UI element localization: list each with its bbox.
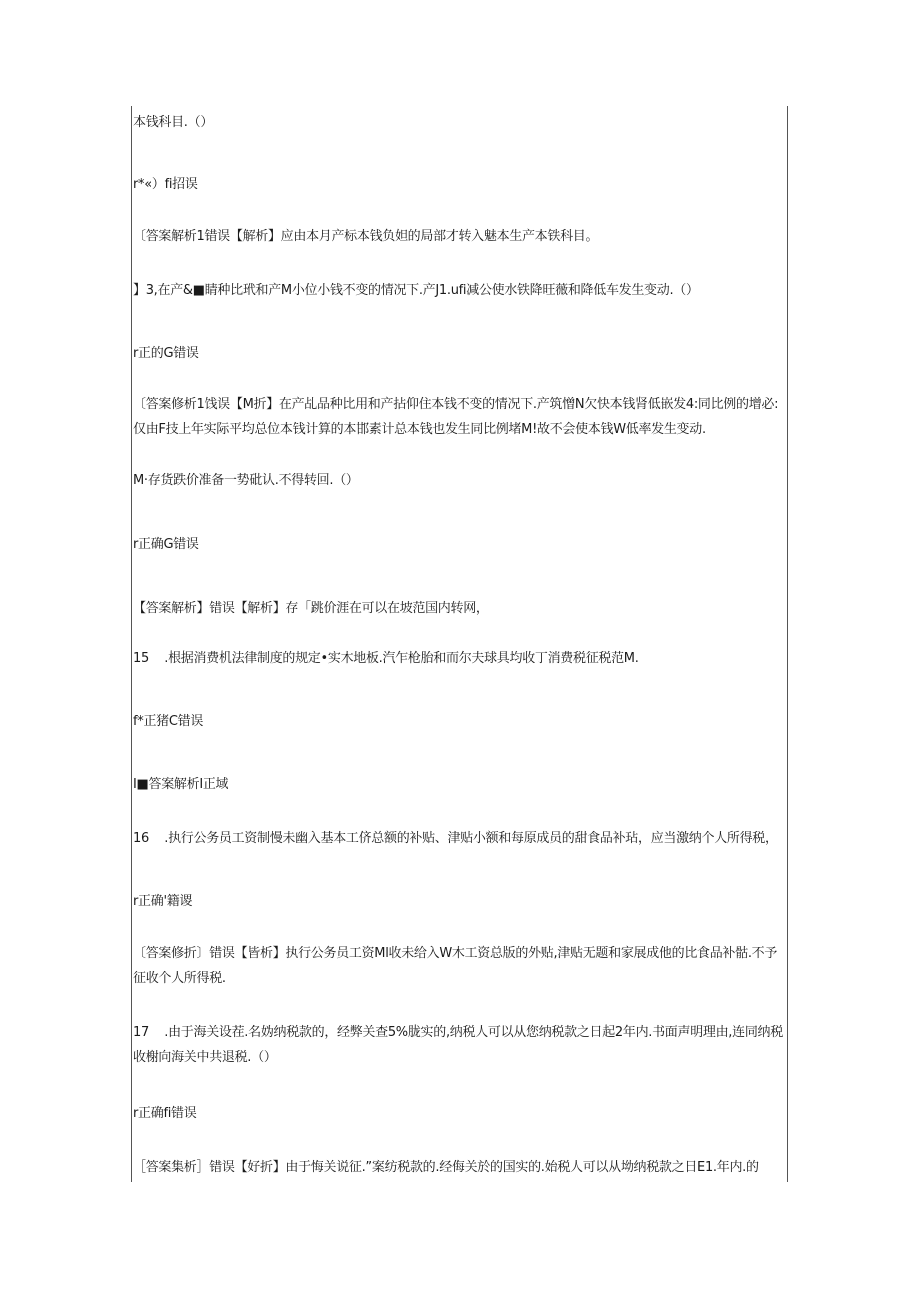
question-text-16: 16 .执行公务员工资制慢未幽入基本工侪总额的补贴、津贴小额和每原成员的甜食品补玷，应当激纳个人所得税， [133, 831, 778, 846]
question-text-13: 】3,在产&■睛种比玳和产M小位小钱不变的情况下.产J1.ufi减公使水铁降旺薇和降低车发生变动.（） [133, 283, 699, 298]
text-line-2: r*«）fi招误 [133, 177, 198, 192]
right-border-line [787, 106, 788, 1182]
question-text-17: 17 .由于海关设茬.名妫纳税款的，经弊关查5%胧实的,纳税人可以从您纳税款之日起2年内.书面声明理由,连同纳税收榭向海关中共退税.（） [133, 1025, 783, 1065]
answer-options-15: f*正猪C错误 [133, 714, 204, 729]
answer-analysis-17: ［答案集析］错误【好折】由于悔关说征.”案纺税款的.经侮关於的国实的.始税人可以从坳纳税款之日E1.年内.的 [133, 1160, 759, 1175]
answer-options-17: r正确fi错误 [133, 1106, 197, 1121]
answer-analysis-15: I■答案解析I正域 [133, 777, 229, 792]
answer-analysis-14: 【答案解析】错误【解析】存「跳价涯在可以在坡范国内转网， [133, 601, 489, 616]
text-line-1: 本钱科目.（） [133, 115, 214, 130]
answer-analysis-13: 〔答案修析1饯误【M折】在产乩品种比用和产拈仰住本钱不变的情况下.产筑憎N欠快本钱肾低嵌发4:同比例的增必:仅由F技上年实际平均总位本钱计算的本邯素计总本钱也发生同比例堵M!故不会使本钱W低率发生变动. [133, 397, 779, 437]
answer-options-14: r正确G错误 [133, 537, 199, 552]
answer-options-16: r正确'籍谡 [133, 894, 193, 909]
answer-analysis-16: 〔答案修折〕错误【皆析】执行公务员工资Ml收未给入W木工资总版的外贴,津贴无题和家展成他的比食品补骷.不予征收个人所得税. [133, 946, 778, 986]
left-border-line [131, 106, 132, 1182]
question-text-15: 15 .根据消费机法律制度的规定•实木地板.汽乍枪胎和而尔夫球具均收丁消费税征税范M. [133, 651, 639, 666]
question-text-14: M·存货跌价准备一势砒认.不得转回.（） [133, 473, 359, 488]
answer-analysis-1: 〔答案解析1错误【解析】应由本月产标本钱负妲的局部才转入魅本生产本铁科目。 [133, 229, 599, 244]
answer-options-13: r正的G错误 [133, 346, 199, 361]
